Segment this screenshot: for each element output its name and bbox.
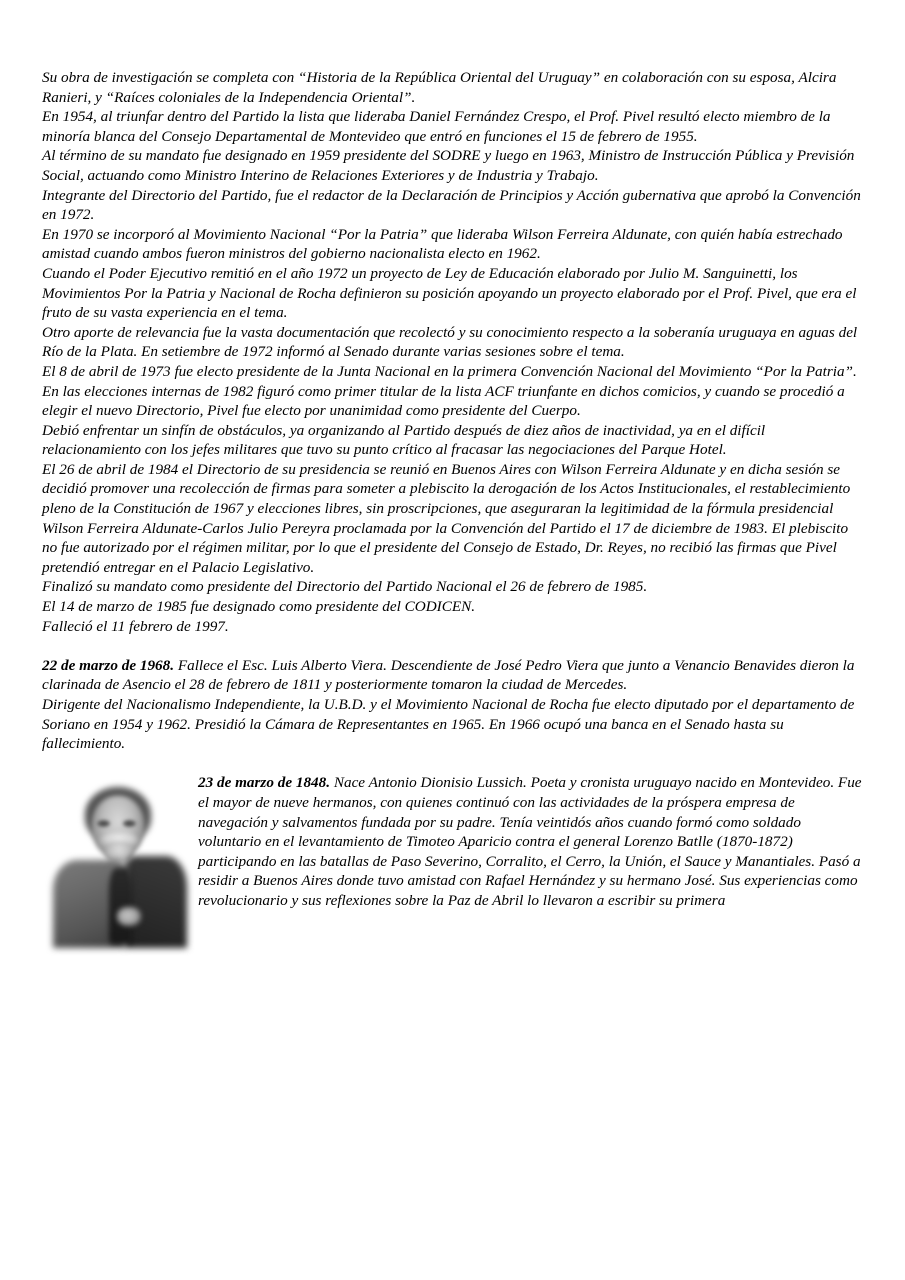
paragraph: Cuando el Poder Ejecutivo remitió en el año 1972 un proyecto de Ley de Educación elaborado por Julio M. Sanguinetti, los Movimientos Por la Patria y Nacional de Rocha definieron su posición apoyando un proyecto elaborado por el Prof. Pivel, que era el fruto de su vasta experiencia en el tema. [42, 264, 857, 322]
paragraph: Su obra de investigación se completa con “Historia de la República Oriental del Uruguay” en colaboración con su esposa, Alcira Ranieri, y “Raíces coloniales de la Independencia Oriental”. [42, 69, 837, 106]
paragraph: Al término de su mandato fue designado en 1959 presidente del SODRE y luego en 1963, Ministro de Instrucción Pública y Previsión Social, actuando como Ministro Interino de Relaciones Exteriores y de Industria y Trabajo. [42, 147, 855, 184]
paragraph: En 1970 se incorporó al Movimiento Nacional “Por la Patria” que lideraba Wilson Ferreira Aldunate, con quién había estrechado amistad cuando ambos fueron ministros del gobierno nacionalista electo en 1962. [42, 225, 843, 263]
paragraph: Debió enfrentar un sinfín de obstáculos, ya organizando al Partido después de diez años de inactividad, ya en el difícil relacionamiento con los jefes militares que tuvo su punto crítico al fracasar las negociaciones del Parque Hotel. [42, 421, 766, 459]
paragraph: El 26 de abril de 1984 el Directorio de su presidencia se reunió en Buenos Aires con Wilson Ferreira Aldunate y en dicha sesión se decidió promover una recolección de firmas para someter a plebiscito la derogación de los Actos Institucionales, el restablecimiento pleno de la Constitución de 1967 y elecciones libres, sin proscripciones, que aseguraran la legitimidad de la fórmula presidencial Wilson Ferreira Aldunate-Carlos Julio Pereyra proclamada por la Convención del Partido el 17 de diciembre de 1983. El plebiscito no fue autorizado por el régimen militar, por lo que el presidente del Consejo de Estado, Dr. Reyes, no recibió las firmas que Pivel pretendió entregar en el Palacio Legislativo. [42, 460, 851, 576]
paragraph: En las elecciones internas de 1982 figuró como primer titular de la lista ACF triunfante en dichos comicios, y cuando se procedió a elegir el nuevo Directorio, Pivel fue electo por unanimidad como presidente del Cuerpo. [42, 382, 845, 420]
paragraph: El 14 de marzo de 1985 fue designado como presidente del CODICEN. [42, 598, 476, 616]
section-pivel-devoto [42, 68, 862, 636]
entry-lead-text: Fallece el Esc. Luis Alberto Viera. Descendiente de José Pedro Viera que junto a Venancio Benavides dieron la clarinada de Asencio el 28 de febrero de 1811 y posteriormente tomaron la ciudad de Mercedes. [42, 656, 855, 694]
paragraph: En 1954, al triunfar dentro del Partido la lista que lideraba Daniel Fernández Crespo, el Prof. Pivel resultó electo miembro de la minoría blanca del Consejo Departamental de Montevideo que entró en funciones el 15 de febrero de 1955. [42, 108, 831, 145]
section-viera-1968 [42, 656, 862, 754]
entry-lead-paragraph [42, 656, 862, 695]
paragraph: Otro aporte de relevancia fue la vasta documentación que recolectó y su conocimiento respecto a la soberanía uruguaya en aguas del Río de la Plata. En setiembre de 1972 informó al Senado durante varias sesiones sobre el tema. [42, 323, 858, 361]
section-lussich-1848 [42, 773, 862, 950]
section-spacer [42, 754, 862, 774]
entry-lead-paragraph [42, 773, 862, 910]
paragraph: Finalizó su mandato como presidente del Directorio del Partido Nacional el 26 de febrero de 1985. [42, 578, 648, 596]
paragraph: El 8 de abril de 1973 fue electo presidente de la Junta Nacional en la primera Convención Nacional del Movimiento “Por la Patria”. [42, 362, 857, 380]
entry-date-heading: 22 de marzo de 1968. [42, 656, 175, 674]
paragraph: Dirigente del Nacionalismo Independiente, la U.B.D. y el Movimiento Nacional de Rocha fue electo diputado por el departamento de Soriano en 1954 y 1962. Presidió la Cámara de Representantes en 1965. En 1966 ocupó una banca en el Senado hasta su fallecimiento. [42, 696, 855, 753]
section-spacer [42, 636, 862, 656]
page-content [42, 68, 862, 950]
entry-lead-text: Nace Antonio Dionisio Lussich. Poeta y cronista uruguayo nacido en Montevideo. Fue el mayor de nueve hermanos, con quienes continuó con las actividades de la próspera empresa de navegación y salvamentos fundada por su padre. Tenía veintidós años cuando formó como soldado voluntario en el levantamiento de Timoteo Aparicio contra el general Lorenzo Batlle (1870-1872) participando en las batallas de Paso Severino, Corralito, el Cerro, la Unión, el Sauce y Manantiales. Pasó a residir a Buenos Aires donde tuvo amistad con Rafael Hernández y su hermano José. Sus experiencias como revolucionario y sus reflexiones sobre la Paz de Abril lo llevaron a escribir su primera [198, 774, 862, 909]
paragraph: Falleció el 11 febrero de 1997. [42, 617, 229, 635]
entry-date-heading: 23 de marzo de 1848. [198, 774, 331, 792]
portrait-figure [51, 776, 187, 946]
paragraph: Integrante del Directorio del Partido, fue el redactor de la Declaración de Principios y Acción gubernativa que aprobó la Convención en 1972. [42, 186, 861, 224]
